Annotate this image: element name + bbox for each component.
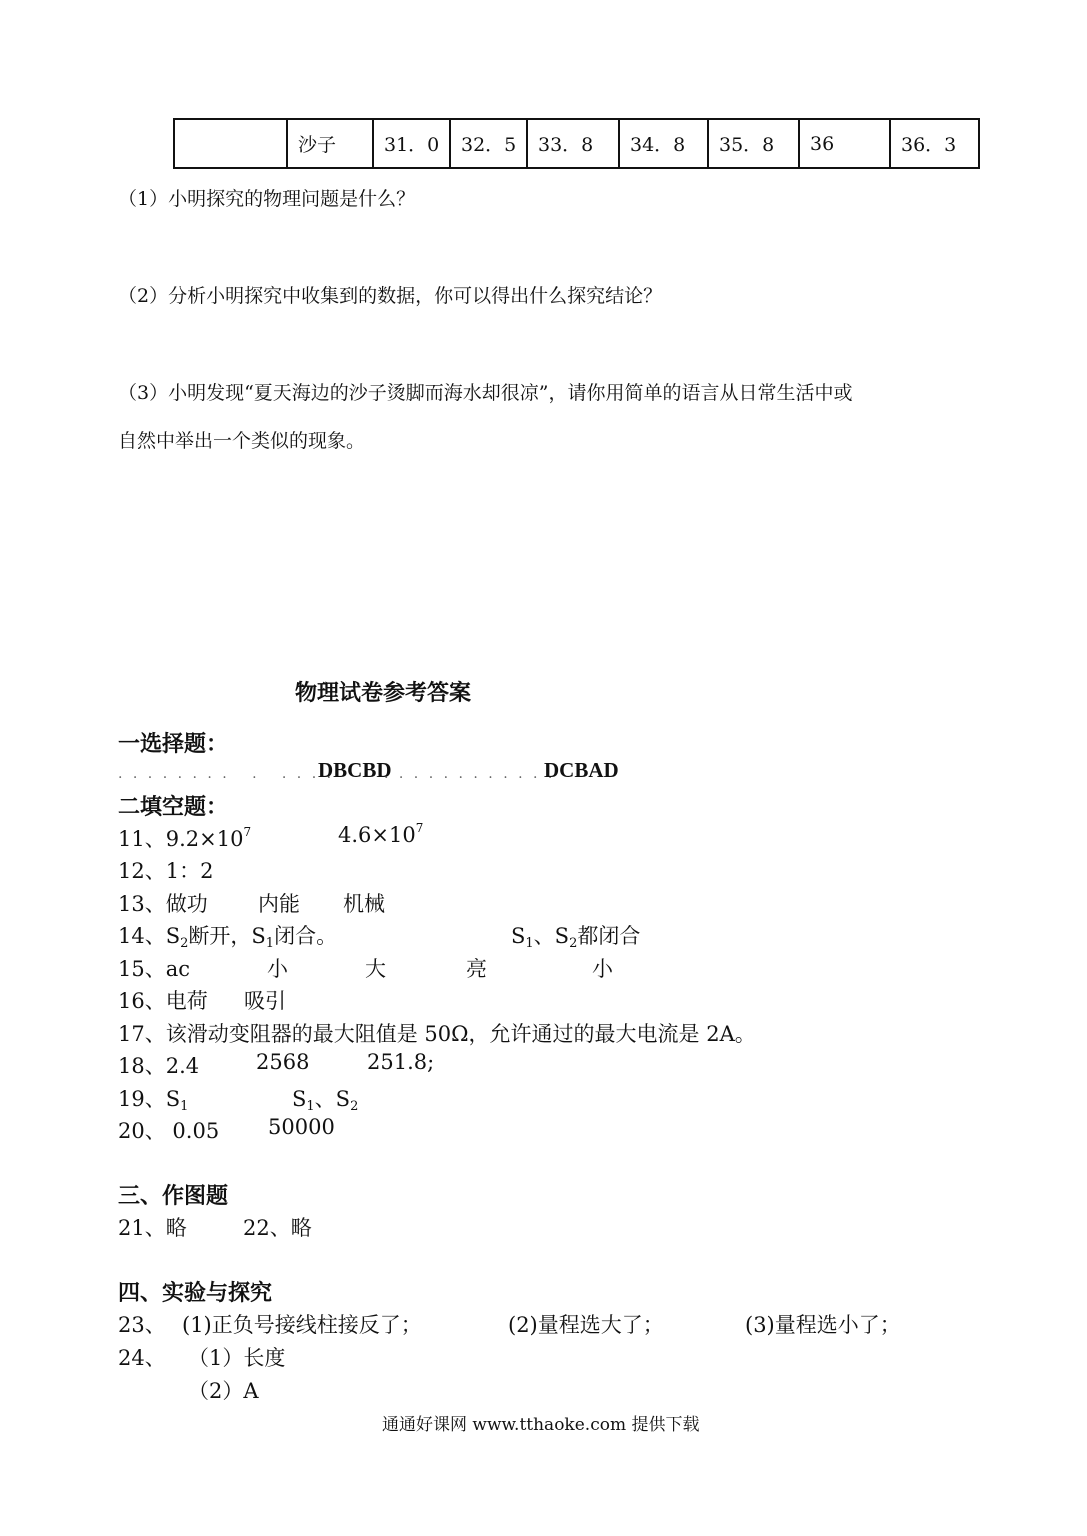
section-1-heading: 一选择题： bbox=[118, 731, 229, 757]
choice-answers-1: DBCBD bbox=[318, 758, 392, 782]
answer-13-c: 机械 bbox=[343, 892, 385, 916]
answer-19: 19、$S_1$ bbox=[118, 1087, 189, 1114]
table-cell: 35．8 bbox=[708, 119, 799, 168]
answer-22: 22、略 bbox=[243, 1216, 312, 1240]
choice-answers-2: DCBAD bbox=[544, 758, 619, 782]
answer-13-b: 内能 bbox=[258, 892, 300, 916]
table-cell-empty bbox=[174, 119, 287, 168]
answer-20-b: 50000 bbox=[268, 1115, 335, 1139]
table-row bbox=[174, 119, 979, 168]
answer-18: 18、2.4 bbox=[118, 1054, 200, 1078]
question-1: （1）小明探究的物理问题是什么？ bbox=[118, 188, 416, 210]
answer-15-c: 大 bbox=[365, 957, 386, 981]
table-row-label: 沙子 bbox=[287, 119, 373, 168]
answer-16: 16、电荷 bbox=[118, 989, 208, 1013]
table-cell: 33．8 bbox=[527, 119, 619, 168]
question-3-line-1: （3）小明发现“夏天海边的沙子烫脚而海水却很凉”，请你用简单的语言从日常生活中或 bbox=[118, 382, 853, 404]
answer-11-b: $4.6\times 10^7$ bbox=[338, 821, 424, 847]
table-cell: 31．0 bbox=[373, 119, 450, 168]
answer-23-b: (2)量程选大了； bbox=[508, 1313, 664, 1337]
answer-15-d: 亮 bbox=[466, 957, 487, 981]
table-cell: 36 bbox=[799, 119, 890, 168]
answer-18-b: 2568 bbox=[256, 1050, 310, 1074]
answer-15-e: 小 bbox=[592, 957, 613, 981]
answer-12: 12、1：2 bbox=[118, 859, 214, 883]
answer-15: 15、ac bbox=[118, 957, 191, 981]
answer-23-a: (1)正负号接线柱接反了； bbox=[182, 1313, 422, 1337]
question-2: （2）分析小明探究中收集到的数据，你可以得出什么探究结论？ bbox=[118, 285, 663, 307]
leader-dots: . . . . . . . . . . . . . bbox=[118, 766, 335, 782]
answer-24-a: （1）长度 bbox=[188, 1346, 286, 1370]
answer-18-c: 251.8; bbox=[367, 1050, 435, 1074]
answer-16-b: 吸引 bbox=[244, 989, 286, 1013]
table-cell: 34．8 bbox=[619, 119, 708, 168]
answer-14: 14、$S_2$断开，$S_1$闭合。 bbox=[118, 924, 338, 951]
answers-title: 物理试卷参考答案 bbox=[295, 680, 472, 706]
answer-13: 13、做功 bbox=[118, 892, 208, 916]
answer-24: 24、 bbox=[118, 1346, 166, 1370]
leader-dots: . . . . . . . . . . . . bbox=[384, 766, 556, 782]
section-2-heading: 二填空题： bbox=[118, 794, 229, 820]
answer-20: 20、 0.05 bbox=[118, 1119, 220, 1143]
section-4-heading: 四、实验与探究 bbox=[118, 1280, 273, 1306]
data-table bbox=[173, 118, 980, 169]
answer-19-b: $S_1$、$S_2$ bbox=[292, 1087, 359, 1114]
answer-23-c: (3)量程选小了； bbox=[745, 1313, 901, 1337]
answer-23: 23、 bbox=[118, 1313, 166, 1337]
answer-11: 11、$9.2\times 10^7$ bbox=[118, 825, 252, 851]
answer-24-b: （2）A bbox=[188, 1379, 259, 1403]
section-3-heading: 三、作图题 bbox=[118, 1183, 229, 1209]
table-cell: 32．5 bbox=[450, 119, 527, 168]
question-3-line-2: 自然中举出一个类似的现象。 bbox=[118, 430, 366, 452]
answer-14-b: $S_1$、$S_2$都闭合 bbox=[511, 924, 641, 951]
answer-15-b: 小 bbox=[267, 957, 288, 981]
answer-21: 21、略 bbox=[118, 1216, 187, 1240]
table-cell: 36．3 bbox=[890, 119, 979, 168]
footer-source: 通通好课网 www.tthaoke.com 提供下载 bbox=[382, 1415, 700, 1435]
answer-17: 17、该滑动变阻器的最大阻值是 50Ω，允许通过的最大电流是 2A。 bbox=[118, 1022, 756, 1046]
